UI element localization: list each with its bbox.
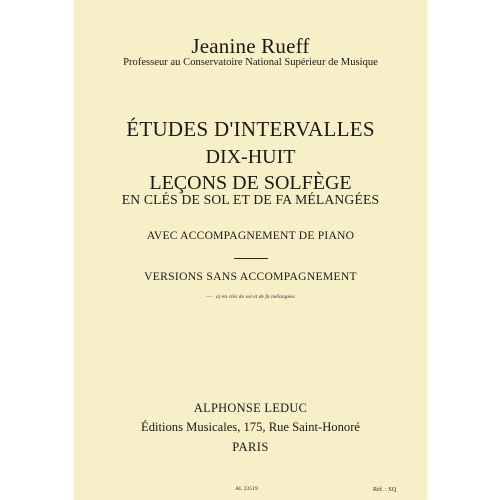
- accompaniment-note: AVEC ACCOMPAGNEMENT DE PIANO: [146, 229, 355, 242]
- title-line-3: LEÇONS DE SOLFÈGE: [149, 172, 352, 194]
- versions-item-text: a) en clés de sol et de fa mélangées: [215, 294, 295, 300]
- catalog-number: AL 23519: [235, 486, 258, 492]
- publisher-city: PARIS: [232, 440, 269, 454]
- publisher-address: Éditions Musicales, 175, Rue Saint-Honoré: [141, 420, 360, 434]
- versions-item: [74, 294, 427, 300]
- versions-heading: VERSIONS SANS ACCOMPAGNEMENT: [144, 270, 357, 283]
- composer-name: Jeanine Rueff: [191, 34, 310, 58]
- score-cover: [74, 0, 427, 500]
- reference-code: Réf. : SQ: [373, 486, 397, 493]
- title-line-1: ÉTUDES D'INTERVALLES: [126, 117, 375, 141]
- subtitle: EN CLÉS DE SOL ET DE FA MÉLANGÉES: [121, 192, 380, 207]
- composer-affiliation: Professeur au Conservatoire National Supérieur de Musique: [123, 57, 378, 68]
- dash-glyph: —: [206, 294, 212, 300]
- divider-rule: [234, 258, 268, 259]
- publisher-name: ALPHONSE LEDUC: [193, 401, 308, 415]
- title-line-2: DIX-HUIT: [205, 146, 296, 168]
